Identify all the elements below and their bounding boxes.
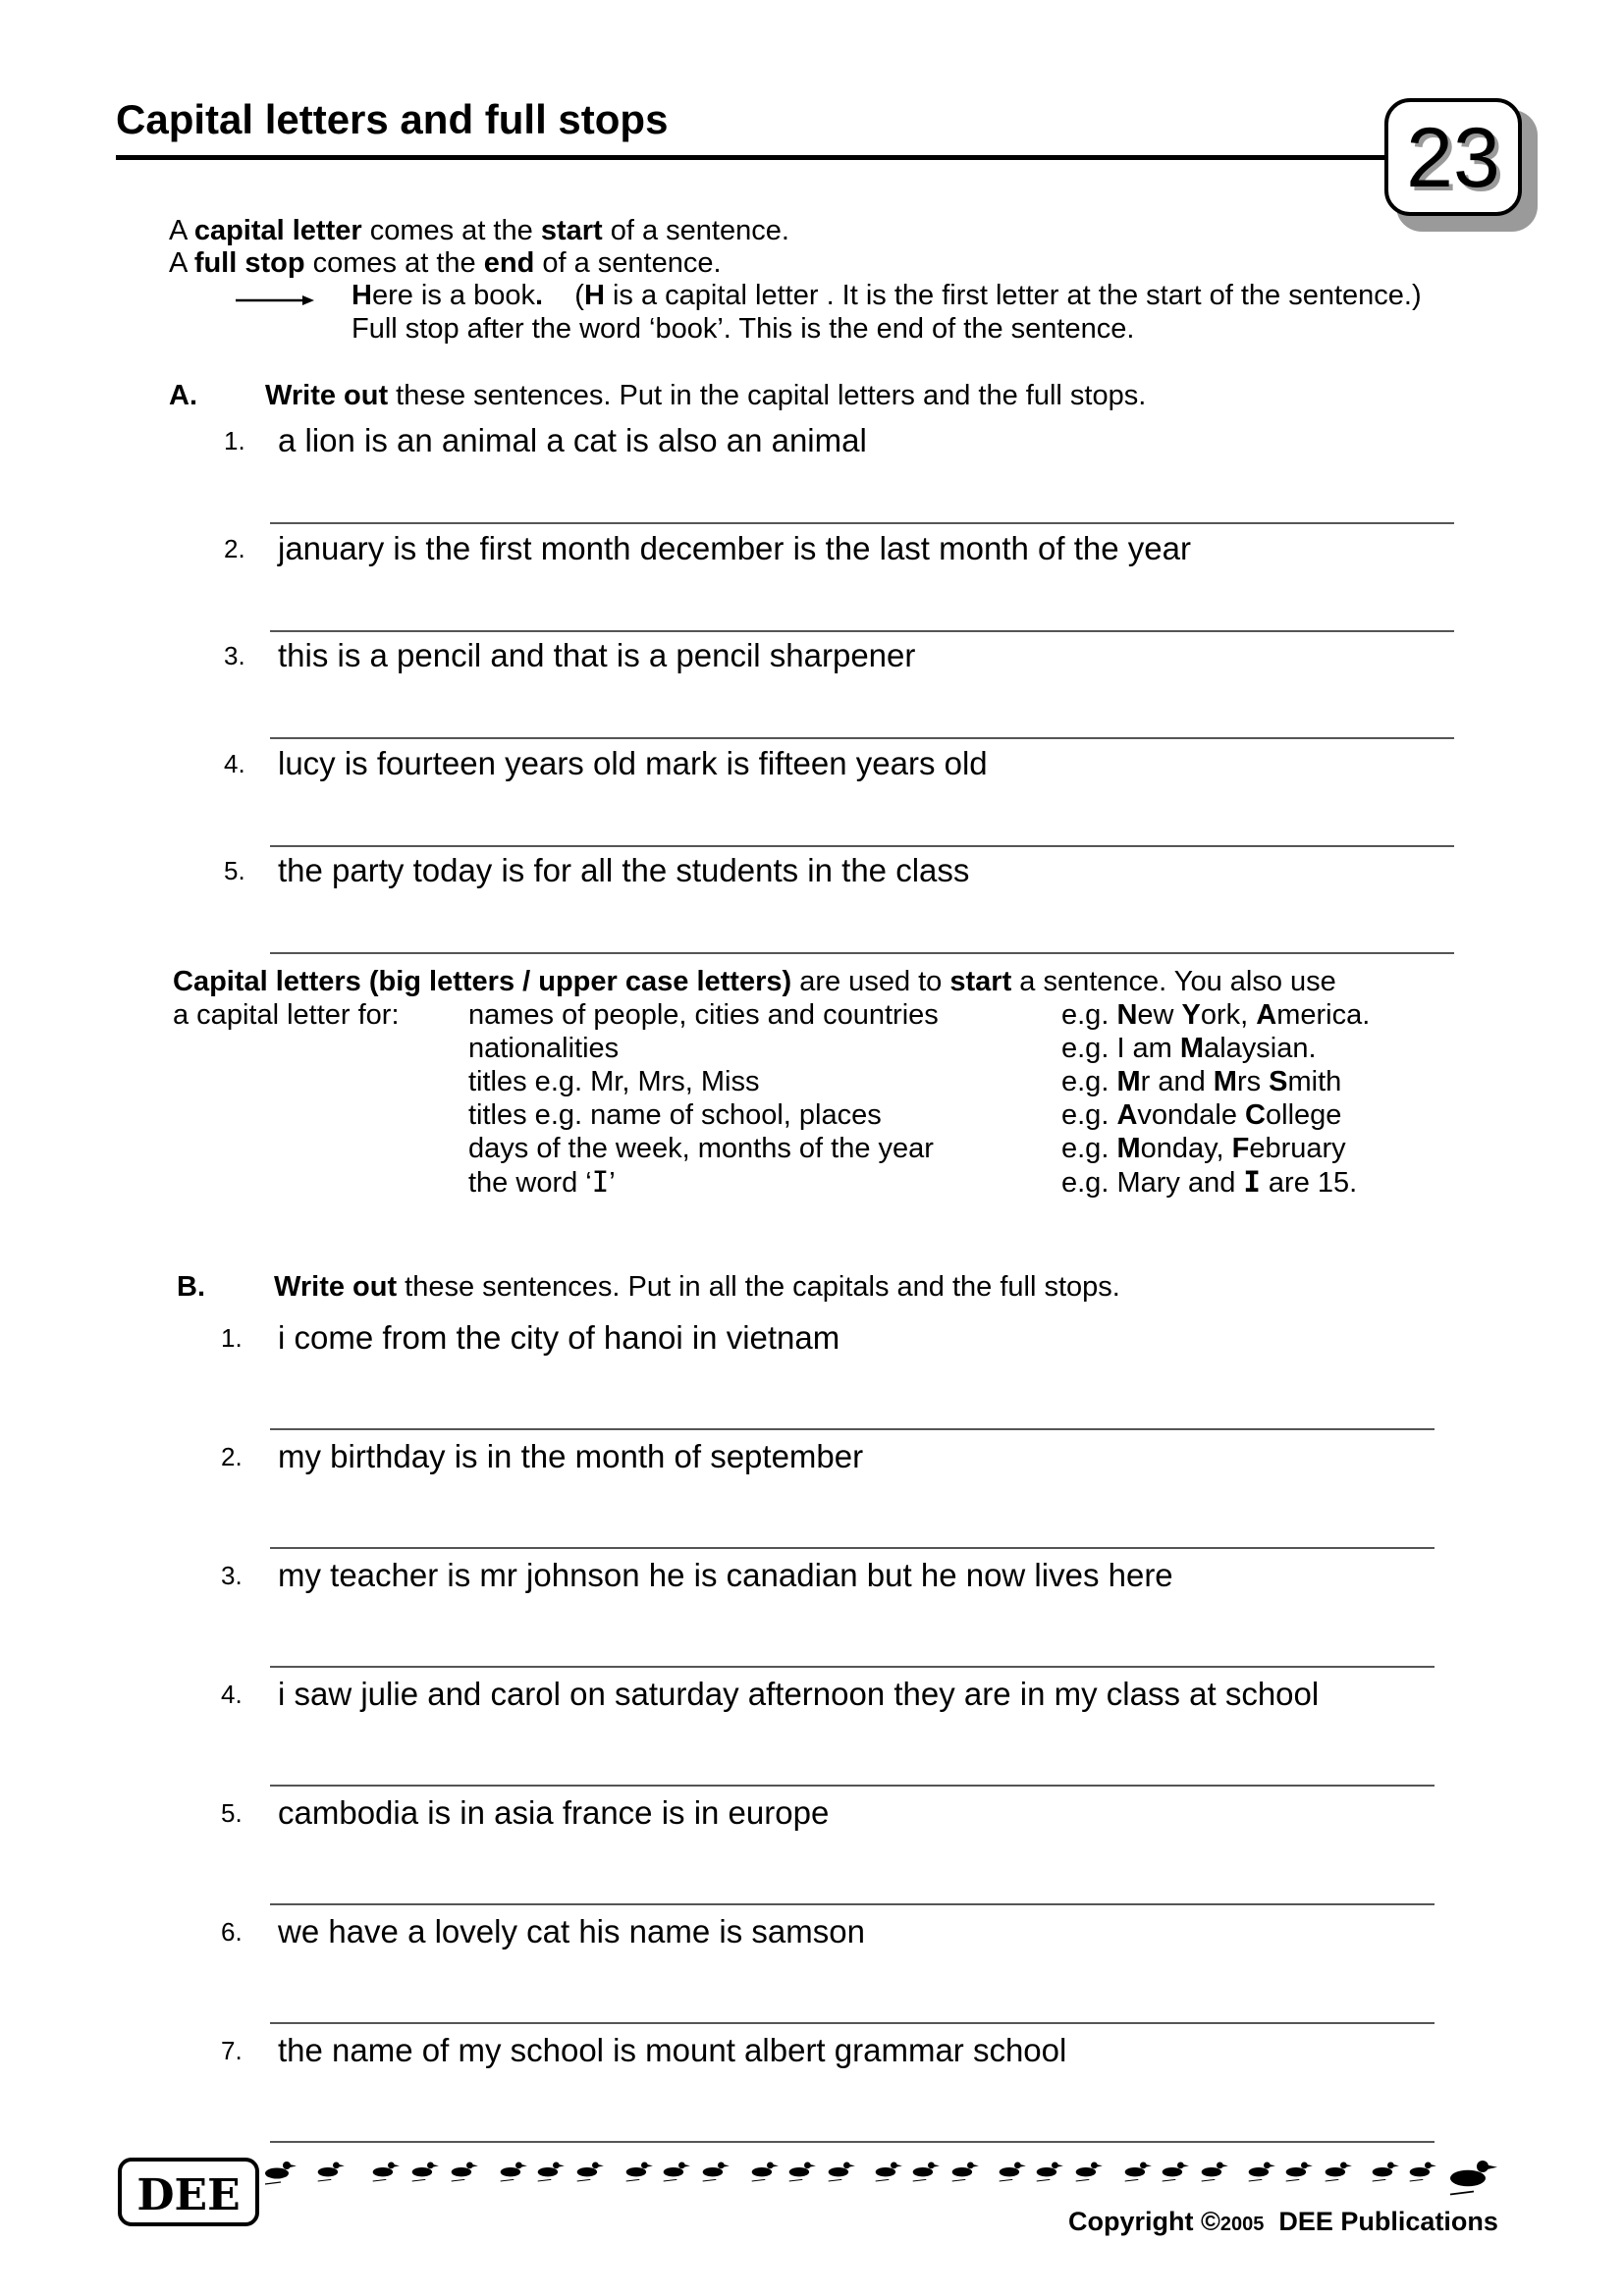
- use-item: the word ‘I’: [468, 1165, 616, 1199]
- item-number: 6.: [221, 1917, 243, 1947]
- intro-line-2: A full stop comes at the end of a sentence.: [169, 247, 722, 279]
- item-number: 1.: [224, 426, 245, 455]
- arrow-right-icon: [236, 293, 316, 308]
- use-item: titles e.g. Mr, Mrs, Miss: [468, 1066, 760, 1097]
- use-item: titles e.g. name of school, places: [468, 1099, 882, 1131]
- copyright: Copyright ©2005 DEE Publications: [1068, 2207, 1498, 2236]
- answer-line[interactable]: [270, 952, 1454, 954]
- title-underline: [116, 155, 1392, 160]
- intro-line-1: A capital letter comes at the start of a sentence.: [169, 215, 789, 246]
- sentence-text: i come from the city of hanoi in vietnam: [278, 1319, 840, 1356]
- use-item: nationalities: [468, 1033, 620, 1064]
- answer-line[interactable]: [270, 1903, 1435, 1905]
- info-line-2: a capital letter for:: [173, 999, 400, 1031]
- use-item: days of the week, months of the year: [468, 1133, 934, 1164]
- sentence-text: cambodia is in asia france is in europe: [278, 1794, 830, 1831]
- item-number: 5.: [221, 1798, 243, 1828]
- section-b-letter: B.: [177, 1271, 205, 1303]
- example-mr-mrs-smith: e.g. Mr and Mrs Smith: [1061, 1066, 1342, 1097]
- page-title: Capital letters and full stops: [116, 96, 669, 142]
- sentence-text: we have a lovely cat his name is samson: [278, 1913, 865, 1949]
- sentence-text: my teacher is mr johnson he is canadian but he now lives here: [278, 1557, 1173, 1593]
- answer-line[interactable]: [270, 1666, 1435, 1668]
- info-line-1: Capital letters (big letters / upper case letters) are used to start a sentence. You also use: [173, 966, 1336, 997]
- sentence-text: the party today is for all the students in the class: [278, 852, 970, 888]
- section-a-letter: A.: [169, 380, 197, 411]
- unit-number: 23: [1406, 111, 1500, 205]
- sentence-text: i saw julie and carol on saturday afternoon they are in my class at school: [278, 1676, 1320, 1712]
- answer-line[interactable]: [270, 1428, 1435, 1430]
- item-number: 5.: [224, 856, 245, 885]
- sentence-text: lucy is fourteen years old mark is fifteen years old: [278, 745, 988, 781]
- item-number: 4.: [221, 1680, 243, 1709]
- example-mary-and-i: e.g. Mary and I are 15.: [1061, 1165, 1358, 1199]
- item-number: 2.: [224, 534, 245, 563]
- item-number: 1.: [221, 1323, 243, 1353]
- sentence-text: the name of my school is mount albert grammar school: [278, 2032, 1067, 2068]
- answer-line[interactable]: [270, 2022, 1435, 2024]
- answer-line[interactable]: [270, 522, 1454, 524]
- item-number: 7.: [221, 2036, 243, 2065]
- intro-example: Here is a book. (H is a capital letter . It is the first letter at the start of the sentence.): [352, 280, 1422, 311]
- example-avondale-college: e.g. Avondale College: [1061, 1099, 1342, 1131]
- answer-line[interactable]: [270, 737, 1454, 739]
- duck-border-icon: [263, 2152, 1510, 2207]
- example-malaysian: e.g. I am Malaysian.: [1061, 1033, 1317, 1064]
- section-b-instruction: Write out these sentences. Put in all the capitals and the full stops.: [274, 1271, 1120, 1303]
- sentence-text: this is a pencil and that is a pencil sharpener: [278, 637, 916, 673]
- answer-line[interactable]: [270, 630, 1454, 632]
- section-a-instruction: Write out these sentences. Put in the capital letters and the full stops.: [265, 380, 1147, 411]
- use-item: names of people, cities and countries: [468, 999, 939, 1031]
- sentence-text: my birthday is in the month of september: [278, 1438, 864, 1474]
- dee-logo: DEE: [118, 2158, 259, 2226]
- answer-line[interactable]: [270, 1547, 1435, 1549]
- example-monday-february: e.g. Monday, February: [1061, 1133, 1346, 1164]
- answer-line[interactable]: [270, 1785, 1435, 1787]
- unit-badge: [1384, 98, 1522, 216]
- sentence-text: january is the first month december is the last month of the year: [278, 530, 1191, 566]
- example-new-york: e.g. New York, America.: [1061, 999, 1371, 1031]
- item-number: 3.: [221, 1561, 243, 1590]
- sentence-text: a lion is an animal a cat is also an animal: [278, 422, 867, 458]
- item-number: 2.: [221, 1442, 243, 1471]
- answer-line[interactable]: [270, 845, 1454, 847]
- answer-line[interactable]: [270, 2141, 1435, 2143]
- item-number: 3.: [224, 641, 245, 670]
- intro-line-4: Full stop after the word ‘book’. This is the end of the sentence.: [352, 313, 1135, 345]
- item-number: 4.: [224, 749, 245, 778]
